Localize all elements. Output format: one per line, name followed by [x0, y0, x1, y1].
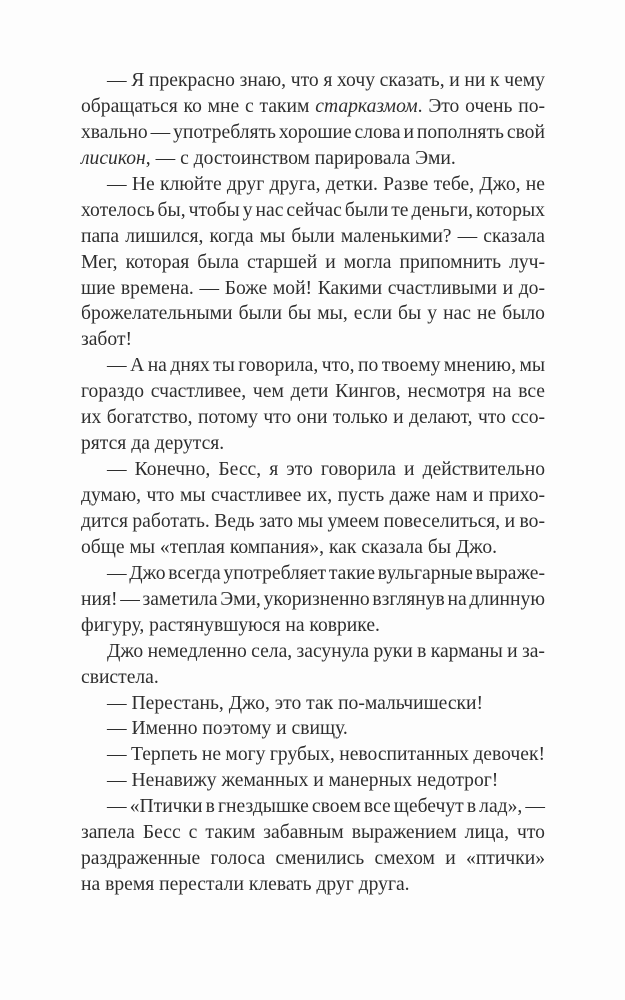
- text-line: [81, 172, 545, 198]
- text-line: [81, 120, 545, 146]
- text-line: [81, 146, 545, 172]
- text-run: — Конечно, Бесс, я это говорила и действительно: [107, 459, 545, 481]
- text-line: [81, 639, 545, 665]
- text-line-content: [107, 794, 545, 820]
- text-run: — Я прекрасно знаю, что я хочу сказать, и ни к чему: [107, 70, 545, 91]
- text-line-content: [81, 250, 545, 276]
- paragraph: [81, 742, 545, 768]
- paragraph: [81, 768, 545, 794]
- text-line-content: [81, 327, 132, 353]
- text-run: хвально — употреблять хорошие слова и пополнять свой: [81, 121, 545, 143]
- text-line: [81, 276, 545, 302]
- text-run: — Ненавижу жеманных и манерных недотрог!: [107, 770, 499, 792]
- text-line-content: [81, 820, 545, 846]
- text-run: раздраженные голоса сменились смехом и «птички»: [81, 848, 546, 870]
- text-line: [81, 483, 545, 509]
- text-run: гораздо счастливее, чем дети Кингов, несмотря на все: [81, 381, 545, 403]
- text-line: [81, 561, 545, 587]
- text-line: [81, 250, 545, 276]
- text-line: [81, 301, 545, 327]
- text-line: [81, 872, 545, 898]
- text-line: [81, 327, 545, 353]
- text-line-content: [81, 587, 545, 613]
- italic-text-run: лисикон: [81, 147, 146, 169]
- text-line-content: [81, 535, 497, 561]
- text-line-content: [107, 691, 483, 717]
- text-line: [81, 846, 545, 872]
- text-run: брожелательными были бы мы, если бы у нас не было: [81, 303, 545, 325]
- page-text: [81, 68, 545, 898]
- text-run: свистела.: [81, 666, 159, 688]
- text-line: [81, 379, 545, 405]
- text-run: папа лишился, когда мы были маленькими? — сказала: [81, 225, 546, 247]
- text-line-content: [107, 768, 498, 794]
- italic-text-run: старказмом: [315, 95, 418, 117]
- text-line: [81, 820, 545, 846]
- text-line-content: [81, 665, 159, 691]
- text-run: забот!: [81, 329, 133, 351]
- text-run: запела Бесс с таким забавным выражением лица, что: [81, 822, 545, 844]
- text-line: [81, 353, 545, 379]
- text-run: Мег, которая была старшей и могла припомнить луч-: [81, 251, 546, 273]
- paragraph: [81, 639, 545, 691]
- text-run: на время перестали клевать друг друга.: [81, 874, 410, 896]
- paragraph: [81, 691, 545, 717]
- text-run: дится работать. Ведь зато мы умеем повеселиться, и во-: [81, 510, 545, 532]
- text-line-content: [81, 613, 380, 639]
- text-run: рятся да дерутся.: [81, 433, 225, 455]
- text-run: фигуру, растянувшуюся на коврике.: [81, 614, 380, 636]
- text-run: их богатство, потому что они только и делают, что ссо-: [81, 407, 546, 429]
- text-run: — Терпеть не могу грубых, невоспитанных девочек!: [107, 744, 546, 766]
- text-line-content: [81, 509, 545, 535]
- text-run: шие времена. — Боже мой! Какими счастливыми и до-: [81, 277, 545, 299]
- text-line: [81, 587, 545, 613]
- text-run: Джо немедленно села, засунула руки в карманы и за-: [107, 640, 545, 662]
- text-line: [81, 794, 545, 820]
- paragraph: [81, 172, 545, 354]
- paragraph: [81, 794, 545, 898]
- text-line-content: [107, 172, 545, 198]
- text-line: [81, 198, 545, 224]
- paragraph: [81, 68, 545, 172]
- text-run: думаю, что мы счастливее их, пусть даже нам и прихо-: [81, 485, 546, 506]
- text-line-content: [81, 379, 545, 405]
- paragraph: [81, 353, 545, 457]
- paragraph: [81, 457, 545, 561]
- text-run: — Именно поэтому и свищу.: [107, 718, 348, 740]
- text-run: — А на днях ты говорила, что, по твоему мнению, мы: [107, 355, 546, 377]
- text-line: [81, 431, 545, 457]
- text-line-content: [81, 846, 545, 872]
- text-line-content: [107, 561, 545, 587]
- text-line: [81, 94, 545, 120]
- text-line: [81, 535, 545, 561]
- text-run: обще мы «теплая компания», как сказала бы Джо.: [81, 536, 498, 558]
- text-line-content: [81, 301, 545, 327]
- text-line-content: [107, 457, 545, 483]
- text-line: [81, 613, 545, 639]
- text-line: [81, 742, 545, 768]
- text-line-content: [81, 276, 545, 302]
- text-line-content: [81, 224, 545, 250]
- text-line-content: [81, 872, 410, 898]
- text-run: — Джо всегда употребляет такие вульгарные выраже-: [107, 562, 545, 584]
- paragraph: [81, 561, 545, 639]
- paragraph: [81, 716, 545, 742]
- text-run: — «Птички в гнездышке своем все щебечут в лад», —: [107, 796, 545, 818]
- text-run: . Это очень по-: [417, 95, 546, 117]
- text-line-content: [81, 431, 224, 457]
- text-line-content: [107, 68, 545, 94]
- text-line: [81, 68, 545, 94]
- text-line: [81, 405, 545, 431]
- text-line: [81, 768, 545, 794]
- text-run: обращаться ко мне с таким: [81, 95, 316, 117]
- text-line-content: [81, 405, 545, 431]
- text-line: [81, 457, 545, 483]
- text-line-content: [81, 483, 545, 509]
- text-line-content: [81, 198, 545, 224]
- text-line-content: [81, 94, 545, 120]
- text-run: — Перестань, Джо, это так по-мальчишески!: [107, 692, 484, 714]
- text-line-content: [81, 120, 545, 146]
- text-line: [81, 665, 545, 691]
- text-line-content: [81, 146, 456, 172]
- text-run: хотелось бы, чтобы у нас сейчас были те деньги, которых: [81, 199, 545, 221]
- text-run: ния! — заметила Эми, укоризненно взглянув на длинную: [81, 588, 545, 610]
- text-line: [81, 716, 545, 742]
- text-line: [81, 224, 545, 250]
- text-line-content: [107, 742, 545, 768]
- text-run: , — с достоинством парировала Эми.: [145, 147, 456, 169]
- text-run: — Не клюйте друг друга, детки. Разве тебе, Джо, не: [107, 173, 545, 195]
- text-line: [81, 691, 545, 717]
- text-line: [81, 509, 545, 535]
- text-line-content: [107, 353, 545, 379]
- text-line-content: [107, 639, 545, 665]
- text-line-content: [107, 716, 348, 742]
